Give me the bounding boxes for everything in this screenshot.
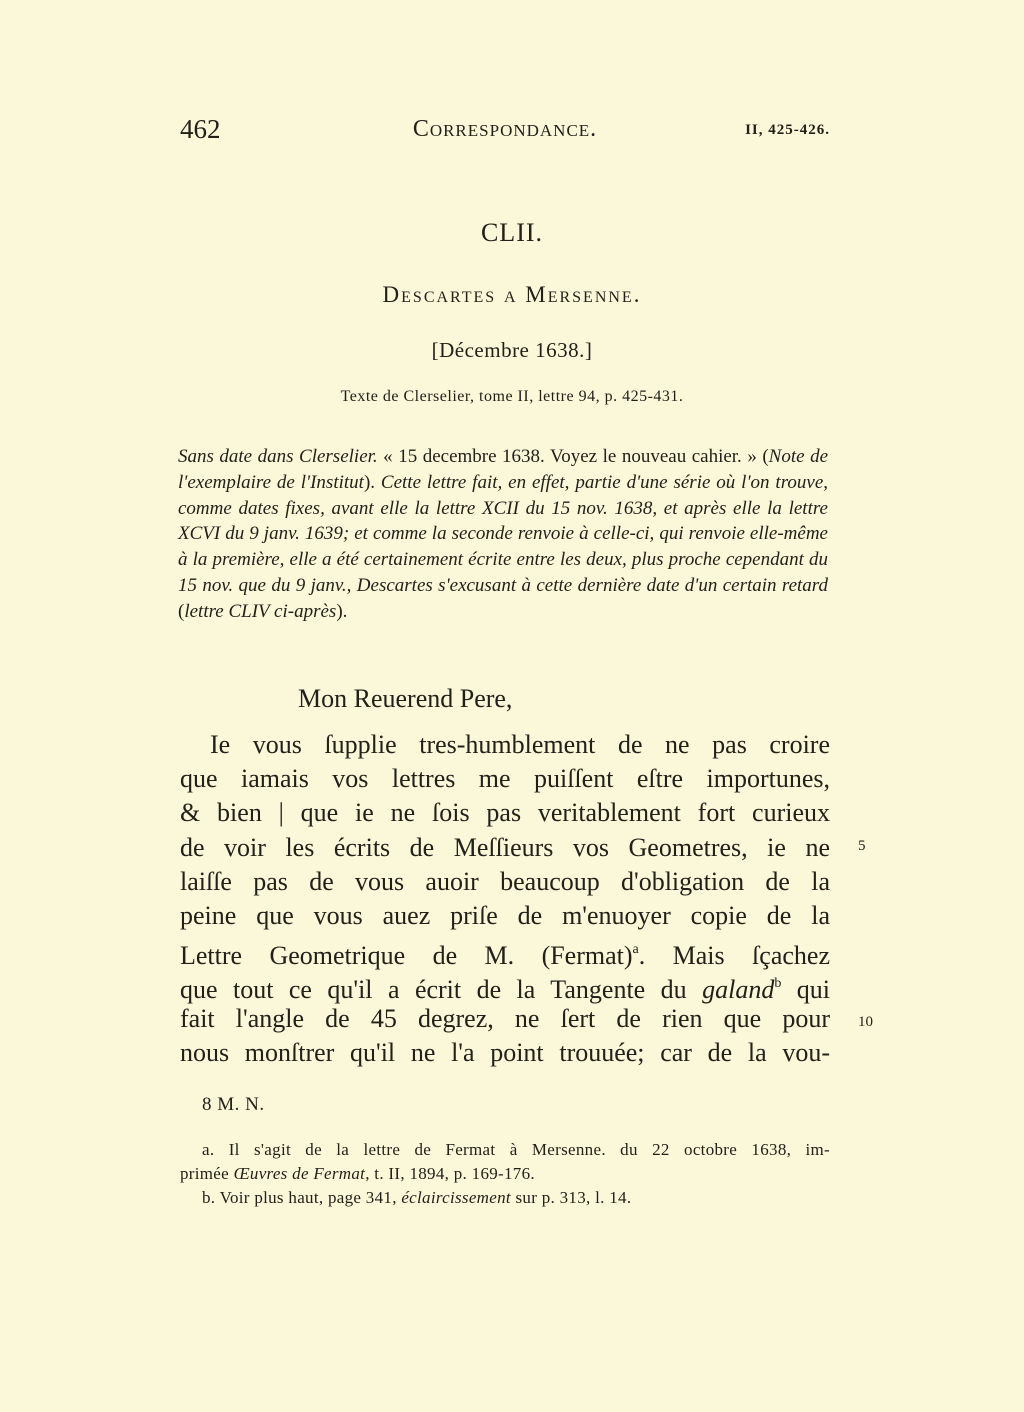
editor-note-part: ).	[363, 471, 381, 493]
body-line-text: Lettre Geometrique de M. (Fermat)	[180, 941, 633, 971]
editor-note-part: lettre CLIV ci-après	[184, 600, 337, 622]
body-line: Ie vous ſupplie tres-humblement de ne pas croire	[210, 730, 830, 759]
footnote-b	[180, 1186, 830, 1210]
footnote-text: primée	[180, 1164, 234, 1183]
line-number: 5	[858, 838, 866, 854]
footnote-marker: b	[774, 976, 782, 992]
editor-note-part: (	[178, 600, 185, 622]
footnote-text: , t. II, 1894, p. 169-176.	[365, 1164, 535, 1183]
editor-note-part: Cette lettre fait, en effet, partie d'une série où l'on trouve, comme dates fixes, avant elle la lettre XCII du 15 nov. 1638, et après elle la lettre XCVI du 9 janv. 1639; et comme la seconde renvoie à celle-ci, qui renvoie elle-même à la première, elle a été certainement écrite entre les deux, plus proche cependant du 15 nov. que du 9 janv., Descartes s'excusant à cette dernière date d'un certain retard	[178, 471, 829, 596]
salutation: Mon Reuerend Pere,	[298, 684, 513, 713]
body-line-text: . Mais ſçachez	[638, 941, 830, 971]
editor-note-part: Note de l'exemplaire de l'Institut	[178, 446, 828, 493]
letter-date: [Décembre 1638.]	[431, 338, 593, 362]
body-line: que iamais vos lettres me puiſſent eſtre importunes,	[180, 764, 830, 794]
body-line-text: qui	[781, 975, 830, 1005]
body-line-text: que tout ce qu'il a écrit de la Tangente du	[180, 975, 703, 1005]
page-number: 462	[180, 114, 221, 144]
footnote-text: sur p. 313, l. 14.	[510, 1188, 632, 1207]
page-reference: II, 425-426.	[745, 122, 830, 138]
running-title: Correspondance.	[412, 116, 598, 142]
running-head	[180, 114, 830, 150]
body-line: & bien | que ie ne ſois pas veritablement fort curieux	[180, 798, 830, 828]
line-number: 10	[858, 1014, 873, 1030]
letter-number: CLII.	[480, 218, 544, 247]
footnote-marker: a	[632, 942, 639, 958]
body-line-text: galand	[702, 975, 775, 1005]
variant-note: 8 M. N.	[202, 1094, 265, 1115]
body-line	[180, 967, 830, 1005]
letter-body	[180, 728, 830, 1070]
footnote-a: a. Il s'agit de la lettre de Fermat à Mersenne. du 22 octobre 1638, im-	[202, 1140, 830, 1159]
letter-heading: Descartes a Mersenne.	[382, 282, 642, 307]
footnote-a-cont	[180, 1162, 830, 1186]
footnote-text: b. Voir plus haut, page 341,	[202, 1188, 402, 1207]
editor-note	[178, 444, 828, 625]
body-line: de voir les écrits de Meſſieurs vos Geometres, ie ne	[180, 832, 830, 862]
editor-note-part: « 15 decembre 1638. Voyez le nouveau cahier. » (	[377, 446, 769, 467]
editor-note-part: ).	[336, 600, 348, 622]
editor-note-part: Sans date dans Clerselier.	[178, 446, 378, 467]
body-line: peine que vous auez priſe de m'enuoyer copie de la	[180, 900, 830, 930]
footnotes	[180, 1138, 830, 1210]
footnote-text: Œuvres de Fermat	[233, 1164, 366, 1183]
footnote-text: éclaircissement	[401, 1188, 511, 1207]
source-note: Texte de Clerselier, tome II, lettre 94, p. 425-431.	[340, 388, 684, 405]
body-line: fait l'angle de 45 degrez, ne ſert de rien que pour	[180, 1003, 830, 1033]
body-line	[180, 933, 830, 971]
body-line: nous monſtrer qu'il ne l'a point trouuée; car de la vou-	[180, 1037, 830, 1067]
body-line: laiſſe pas de vous auoir beaucoup d'obligation de la	[180, 866, 830, 896]
